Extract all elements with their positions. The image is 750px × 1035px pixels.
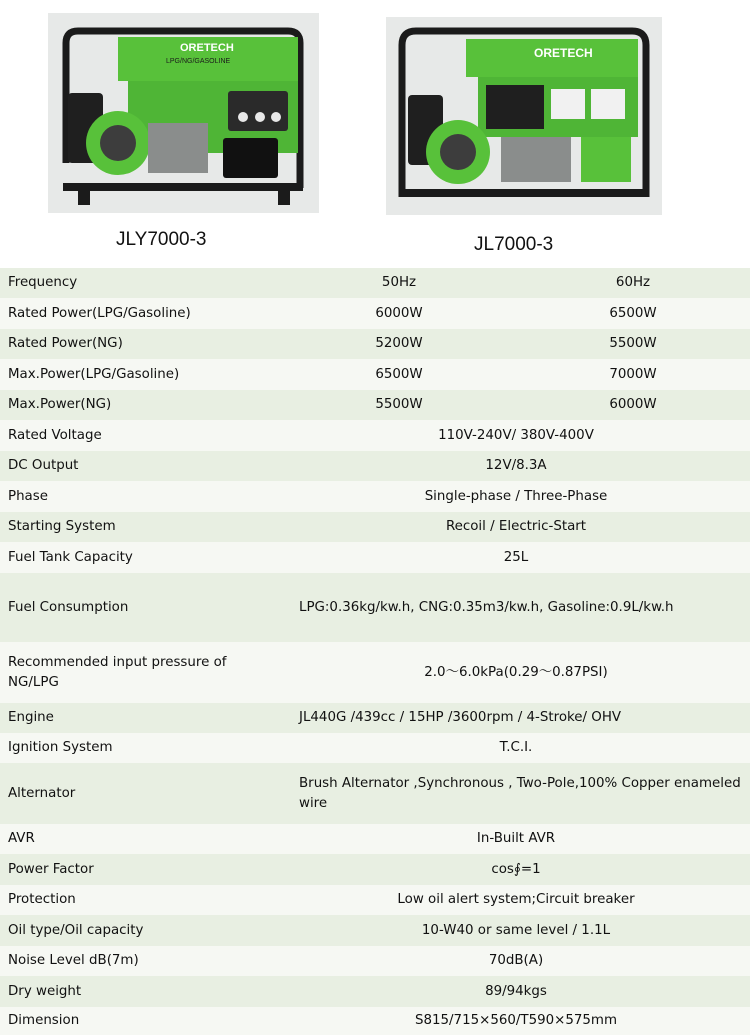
spec-value: 10-W40 or same level / 1.1L (282, 915, 750, 946)
spec-label: Power Factor (0, 854, 282, 885)
spec-label: Protection (0, 885, 282, 915)
spec-label: AVR (0, 824, 282, 854)
spec-table (0, 268, 750, 1035)
spec-value: T.C.I. (282, 733, 750, 763)
spec-row (0, 885, 750, 915)
spec-label: Ignition System (0, 733, 282, 763)
spec-row (0, 390, 750, 420)
spec-label: Alternator (0, 763, 282, 824)
spec-row (0, 298, 750, 329)
spec-value: LPG:0.36kg/kw.h, CNG:0.35m3/kw.h, Gasoline:0.9L/kw.h (282, 573, 750, 642)
spec-value: Recoil / Electric-Start (282, 512, 750, 542)
model-name: JL7000-3 (474, 234, 554, 255)
spec-value: JL440G /439cc / 15HP /3600rpm / 4-Stroke/ OHV (282, 703, 750, 733)
spec-value-50hz: 6500W (282, 359, 516, 390)
spec-value: cos∮=1 (282, 854, 750, 885)
spec-row (0, 854, 750, 885)
spec-row (0, 512, 750, 542)
spec-row (0, 359, 750, 390)
spec-value: 2.0～6.0kPa(0.29～0.87PSI) (282, 642, 750, 703)
spec-value-50hz: 50Hz (282, 268, 516, 298)
spec-row (0, 763, 750, 824)
spec-value: S815/715×560/T590×575mm (282, 1007, 750, 1035)
generator-illustration (48, 13, 319, 213)
spec-label: Dimension (0, 1007, 282, 1035)
spec-row (0, 573, 750, 642)
spec-label: Recommended input pressure of NG/LPG (0, 642, 282, 703)
spec-value: Low oil alert system;Circuit breaker (282, 885, 750, 915)
spec-label: Rated Power(NG) (0, 329, 282, 359)
brand-text: ORETECH (180, 42, 234, 54)
spec-row (0, 976, 750, 1007)
spec-value-50hz: 5200W (282, 329, 516, 359)
spec-label: Starting System (0, 512, 282, 542)
spec-value: 110V-240V/ 380V-400V (282, 420, 750, 451)
spec-label: Max.Power(NG) (0, 390, 282, 420)
spec-label: Phase (0, 481, 282, 512)
spec-row (0, 915, 750, 946)
spec-value: Single-phase / Three-Phase (282, 481, 750, 512)
spec-label: Rated Voltage (0, 420, 282, 451)
spec-label: Oil type/Oil capacity (0, 915, 282, 946)
spec-value: 25L (282, 542, 750, 573)
spec-label: Fuel Consumption (0, 573, 282, 642)
spec-label: Max.Power(LPG/Gasoline) (0, 359, 282, 390)
spec-row (0, 642, 750, 703)
spec-value: 70dB(A) (282, 946, 750, 976)
spec-value-60hz: 7000W (516, 359, 750, 390)
spec-row (0, 420, 750, 451)
spec-row (0, 481, 750, 512)
spec-row (0, 1007, 750, 1035)
spec-row (0, 946, 750, 976)
spec-value-60hz: 60Hz (516, 268, 750, 298)
spec-label: Rated Power(LPG/Gasoline) (0, 298, 282, 329)
spec-label: Fuel Tank Capacity (0, 542, 282, 573)
fuel-type-text: LPG/NG/GASOLINE (166, 58, 231, 65)
generator-photo (386, 17, 662, 215)
spec-row (0, 451, 750, 481)
spec-label: DC Output (0, 451, 282, 481)
brand-text: ORETECH (534, 46, 593, 60)
spec-value-60hz: 6500W (516, 298, 750, 329)
generator-illustration (386, 17, 662, 215)
spec-label: Dry weight (0, 976, 282, 1007)
spec-value-60hz: 6000W (516, 390, 750, 420)
spec-value-60hz: 5500W (516, 329, 750, 359)
spec-value: Brush Alternator ,Synchronous , Two-Pole,100% Copper enameled wire (282, 763, 750, 824)
spec-value-50hz: 5500W (282, 390, 516, 420)
spec-value: In-Built AVR (282, 824, 750, 854)
spec-row (0, 329, 750, 359)
spec-label: Engine (0, 703, 282, 733)
spec-row (0, 733, 750, 763)
spec-value: 89/94kgs (282, 976, 750, 1007)
generator-photo (48, 13, 319, 213)
spec-value-50hz: 6000W (282, 298, 516, 329)
model-name: JLY7000-3 (116, 229, 207, 250)
spec-row (0, 268, 750, 298)
spec-label: Frequency (0, 268, 282, 298)
spec-row (0, 542, 750, 573)
spec-value: 12V/8.3A (282, 451, 750, 481)
spec-label: Noise Level dB(7m) (0, 946, 282, 976)
spec-row (0, 703, 750, 733)
spec-row (0, 824, 750, 854)
